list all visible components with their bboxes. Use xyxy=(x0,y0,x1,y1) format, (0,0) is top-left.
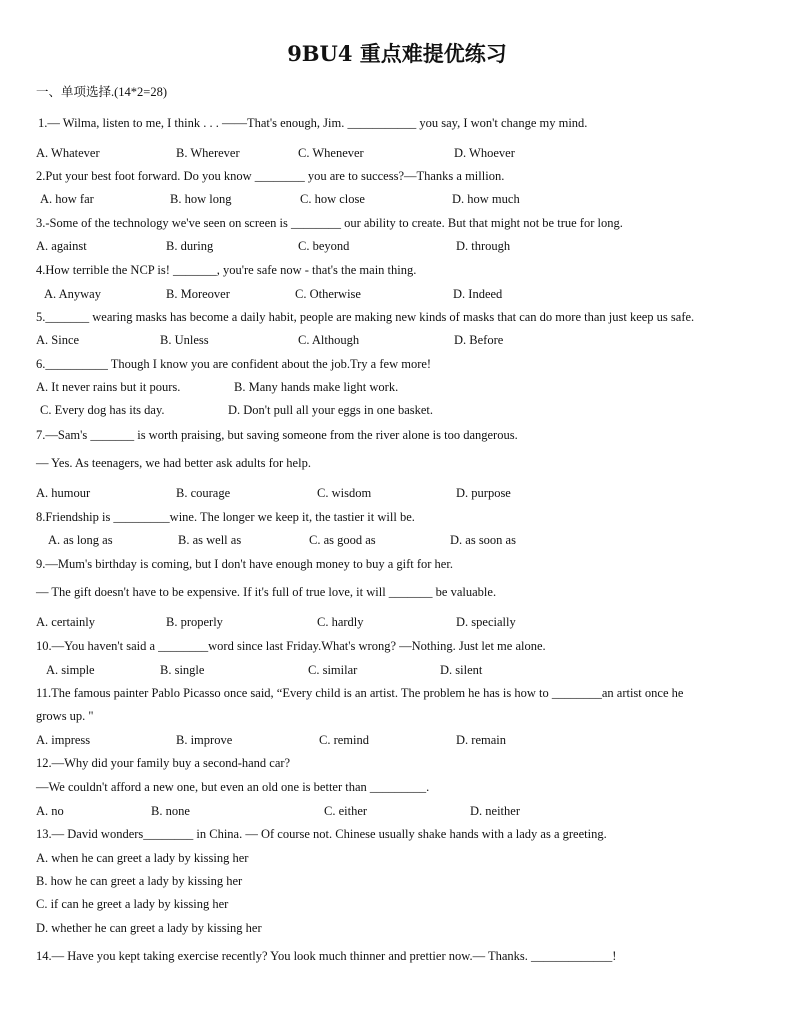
option-d: D. purpose xyxy=(456,486,511,500)
question-11: 11.The famous painter Pablo Picasso once said, “Every child is an artist. The problem he has is how to ________an artist once he xyxy=(36,686,684,700)
question-12: 12.—Why did your family buy a second-hand car? xyxy=(36,756,291,770)
option-d: D. whether he can greet a lady by kissing her xyxy=(36,921,262,935)
option-b: B. during xyxy=(166,239,214,253)
option-c: C. how close xyxy=(300,192,365,206)
option-b: B. none xyxy=(151,804,190,818)
option-c: C. Whenever xyxy=(298,146,364,160)
option-b: B. how he can greet a lady by kissing her xyxy=(36,874,243,888)
option-a: A. certainly xyxy=(36,615,96,629)
option-a: A. It never rains but it pours. xyxy=(36,380,181,394)
page-title: 9BU4 重点难提优练习 xyxy=(287,41,507,66)
question-9: 9.—Mum's birthday is coming, but I don't have enough money to buy a gift for her. xyxy=(36,557,453,571)
question-1: 1.— Wilma, listen to me, I think . . . ——That's enough, Jim. ___________ you say, I won't change my mind. xyxy=(38,116,588,130)
option-c: C. if can he greet a lady by kissing her xyxy=(36,897,229,911)
section-heading: 一、单项选择.(14*2=28) xyxy=(36,85,168,99)
option-c: C. Every dog has its day. xyxy=(40,403,165,417)
option-c: C. either xyxy=(324,804,368,818)
question-12-reply: —We couldn't afford a new one, but even an old one is better than _________. xyxy=(36,780,430,794)
question-7: 7.—Sam's _______ is worth praising, but saving someone from the river alone is too dangerous. xyxy=(36,428,518,442)
option-b: B. how long xyxy=(170,192,232,206)
option-b: B. properly xyxy=(166,615,223,629)
question-6: 6.__________ Though I know you are confident about the job.Try a few more! xyxy=(36,357,432,371)
question-14: 14.— Have you kept taking exercise recently? You look much thinner and prettier now.— Thanks. _____________! xyxy=(36,949,617,963)
question-13: 13.— David wonders________ in China. — Of course not. Chinese usually shake hands with a lady as a greeting. xyxy=(36,827,607,841)
option-d: D. Don't pull all your eggs in one basket. xyxy=(228,403,433,417)
option-a: A. as long as xyxy=(48,533,113,547)
question-5: 5._______ wearing masks has become a daily habit, people are making new kinds of masks that can do more than just keep us safe. xyxy=(36,310,695,324)
option-a: A. when he can greet a lady by kissing her xyxy=(36,851,249,865)
option-b: B. Moreover xyxy=(166,287,230,301)
question-7-reply: — Yes. As teenagers, we had better ask adults for help. xyxy=(36,456,311,470)
option-d: D. neither xyxy=(470,804,520,818)
option-a: A. no xyxy=(36,804,64,818)
option-c: C. similar xyxy=(308,663,358,677)
question-2: 2.Put your best foot forward. Do you know ________ you are to success?—Thanks a million. xyxy=(36,169,505,183)
option-c: C. hardly xyxy=(317,615,364,629)
question-4: 4.How terrible the NCP is! _______, you're safe now - that's the main thing. xyxy=(36,263,417,277)
option-b: B. Many hands make light work. xyxy=(234,380,399,394)
option-b: B. improve xyxy=(176,733,233,747)
option-c: C. Although xyxy=(298,333,360,347)
option-a: A. humour xyxy=(36,486,91,500)
question-11-cont: grows up. " xyxy=(36,709,94,723)
option-d: D. Whoever xyxy=(454,146,515,160)
option-c: C. as good as xyxy=(309,533,376,547)
option-b: B. Wherever xyxy=(176,146,240,160)
question-3: 3.-Some of the technology we've seen on screen is ________ our ability to create. But that might not be true for long. xyxy=(36,216,623,230)
option-a: A. Since xyxy=(36,333,80,347)
question-8: 8.Friendship is _________wine. The longer we keep it, the tastier it will be. xyxy=(36,510,415,524)
option-d: D. Indeed xyxy=(453,287,503,301)
option-d: D. through xyxy=(456,239,511,253)
option-b: B. single xyxy=(160,663,205,677)
option-d: D. remain xyxy=(456,733,506,747)
option-d: D. how much xyxy=(452,192,520,206)
option-a: A. simple xyxy=(46,663,95,677)
option-d: D. Before xyxy=(454,333,504,347)
question-9-reply: — The gift doesn't have to be expensive. If it's full of true love, it will _______ be valuable. xyxy=(36,585,497,599)
option-b: B. as well as xyxy=(178,533,242,547)
option-a: A. how far xyxy=(40,192,94,206)
option-a: A. impress xyxy=(36,733,91,747)
option-c: C. remind xyxy=(319,733,369,747)
option-d: D. as soon as xyxy=(450,533,516,547)
option-d: D. specially xyxy=(456,615,516,629)
option-c: C. beyond xyxy=(298,239,350,253)
option-a: A. against xyxy=(36,239,87,253)
option-c: C. wisdom xyxy=(317,486,372,500)
question-10: 10.—You haven't said a ________word since last Friday.What's wrong? —Nothing. Just let me alone. xyxy=(36,639,546,653)
option-a: A. Anyway xyxy=(44,287,101,301)
option-a: A. Whatever xyxy=(36,146,100,160)
option-b: B. Unless xyxy=(160,333,209,347)
option-d: D. silent xyxy=(440,663,483,677)
option-b: B. courage xyxy=(176,486,231,500)
option-c: C. Otherwise xyxy=(295,287,361,301)
